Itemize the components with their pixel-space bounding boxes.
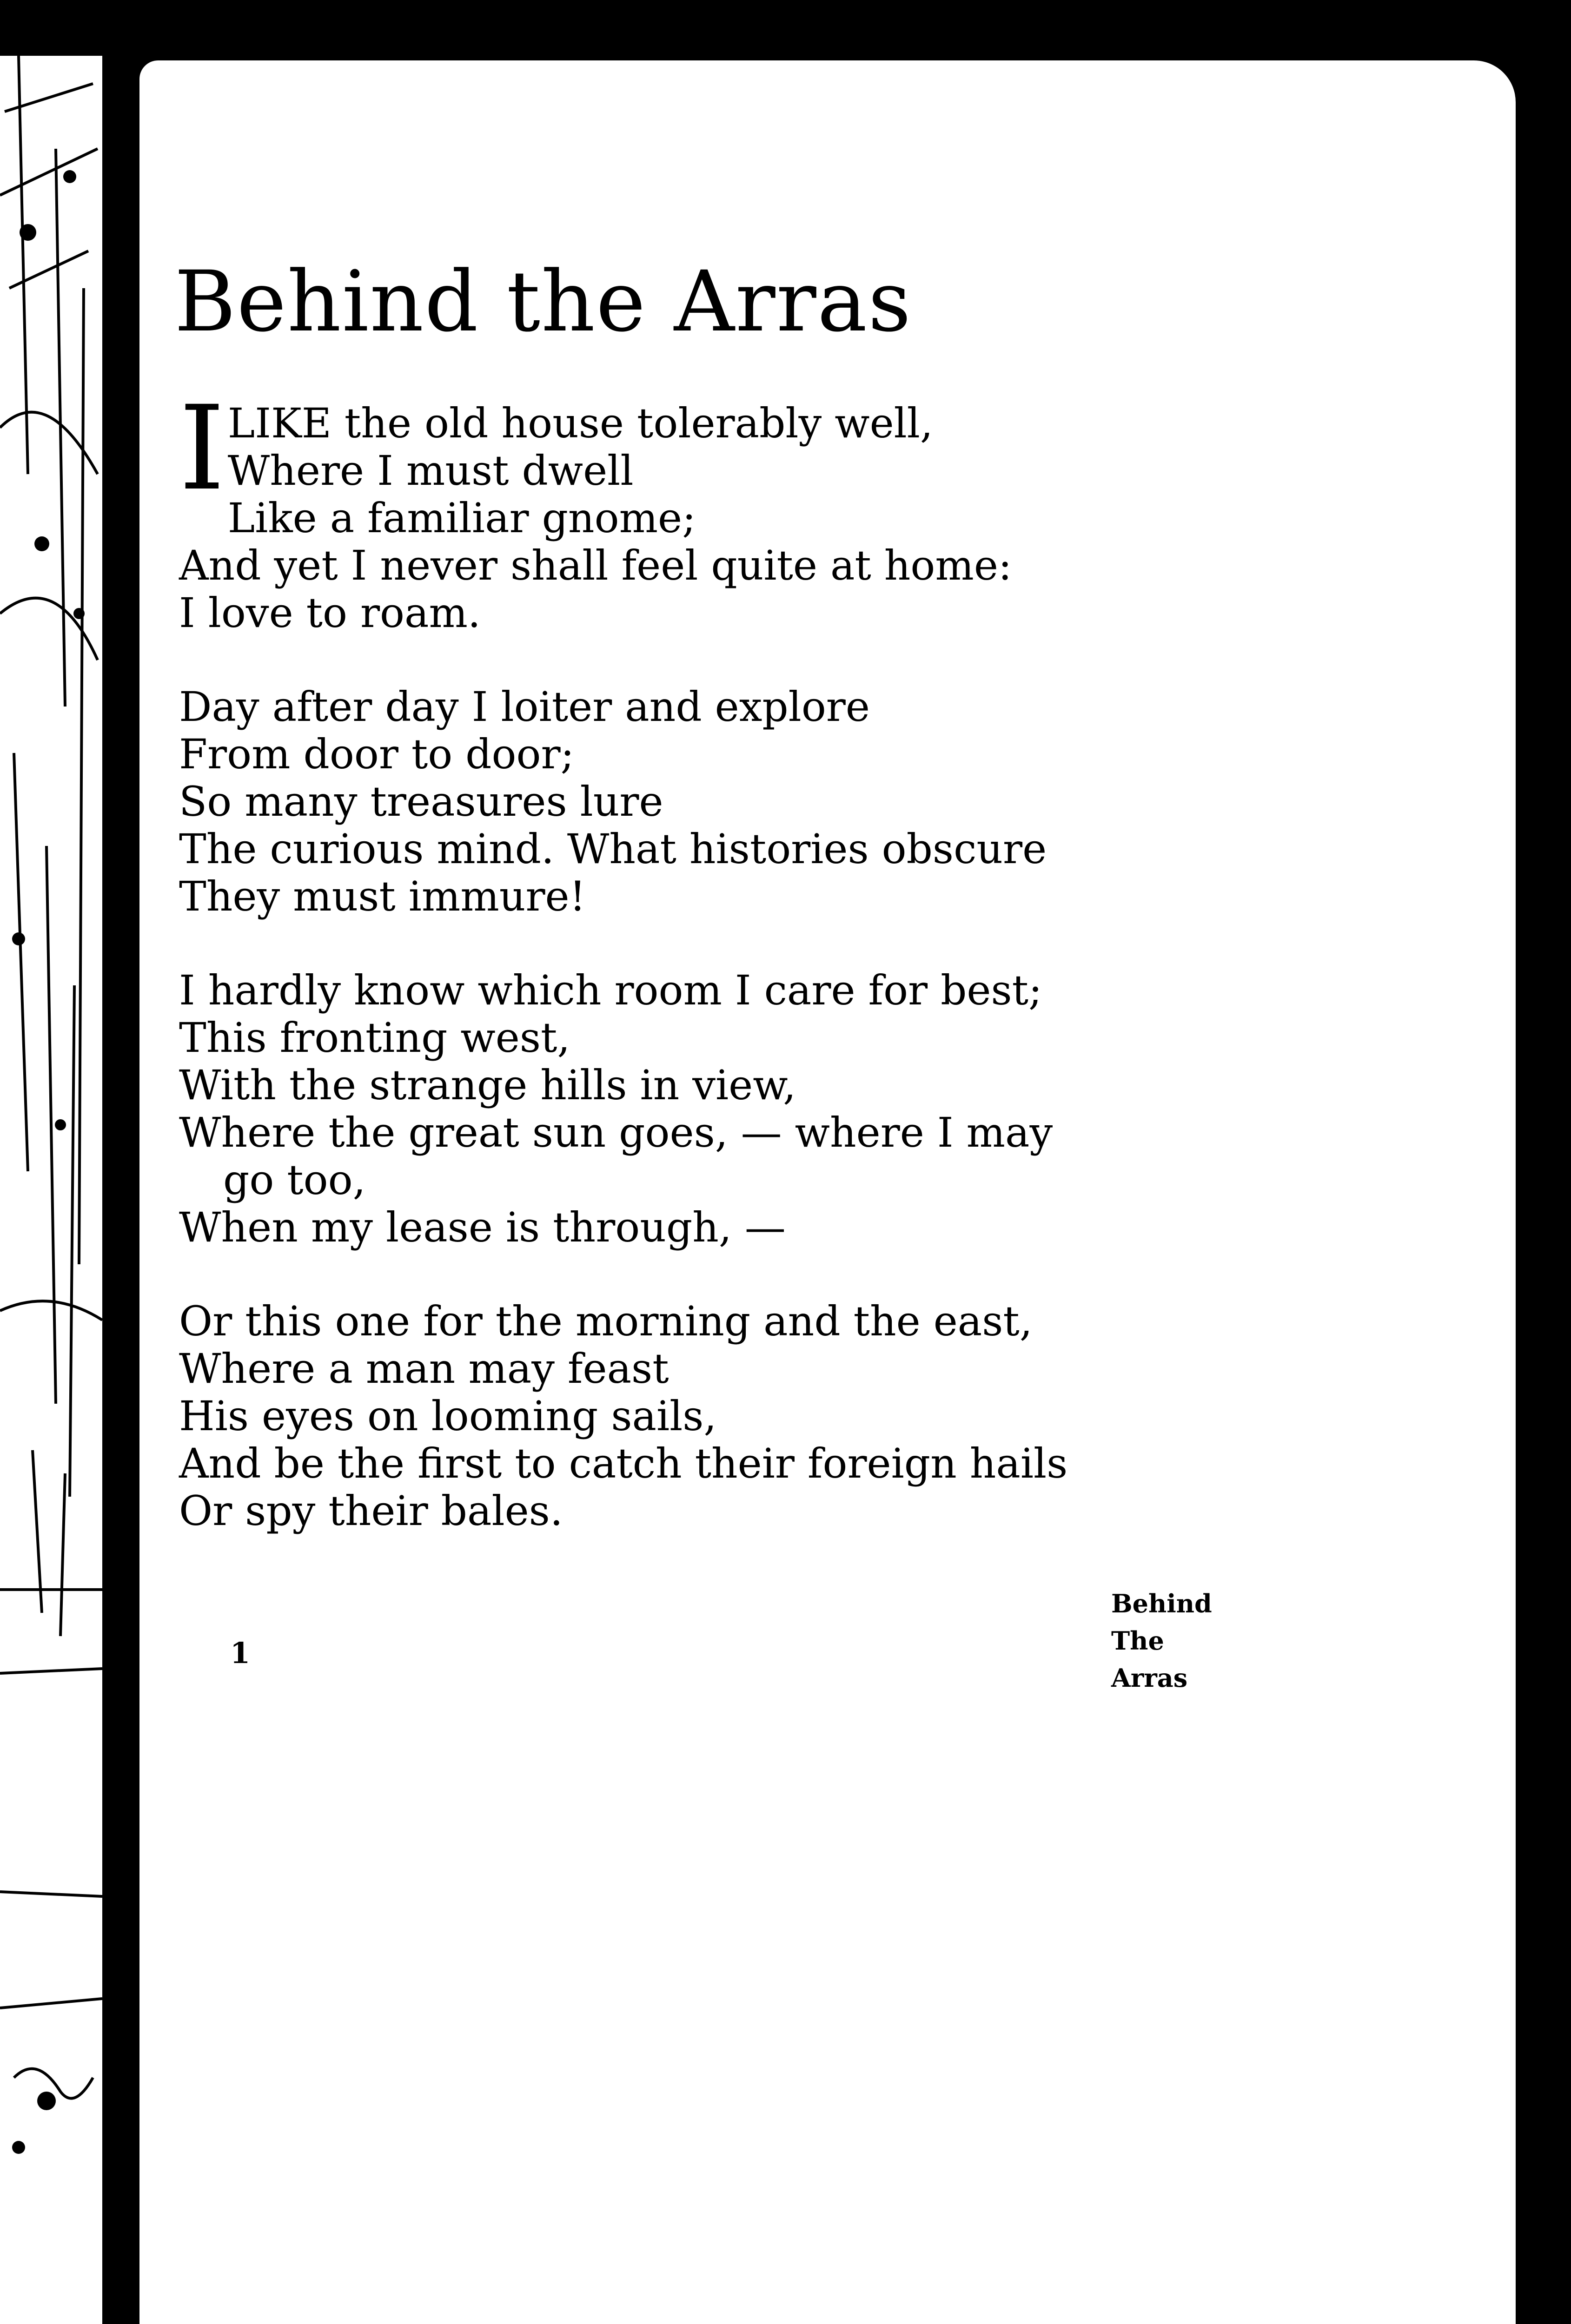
book-page <box>139 60 1516 2324</box>
stanza-1 <box>179 381 1481 637</box>
stanza-2 <box>179 683 1481 920</box>
stanza-4 <box>179 1298 1481 1535</box>
poem-line: And be the first to catch their foreign hails <box>179 1439 1068 1487</box>
stanza-3 <box>179 967 1481 1251</box>
poem-line: The curious mind. What histories obscure <box>179 825 1047 873</box>
poem-line: I hardly know which room I care for best; <box>179 966 1042 1014</box>
running-head-line: Behind <box>1111 1589 1212 1618</box>
facing-page-illustration <box>0 56 102 2324</box>
poem-line: LIKE the old house tolerably well, <box>227 399 933 447</box>
running-head-line: The <box>1111 1626 1164 1656</box>
poem-line: From door to door; <box>179 730 575 778</box>
drop-cap: I <box>179 381 225 516</box>
poem-line: And yet I never shall feel quite at home: <box>179 541 1012 589</box>
poem-line: This fronting west, <box>179 1014 570 1062</box>
running-head-line: Arras <box>1111 1663 1188 1693</box>
poem-line: With the strange hills in view, <box>179 1061 796 1109</box>
poem-body <box>179 381 1481 1581</box>
poem-line: They must immure! <box>179 872 586 920</box>
tree-illustration-icon <box>0 56 102 2324</box>
poem-line: I love to roam. <box>179 589 481 637</box>
page-number: 1 <box>230 1636 251 1670</box>
book-gutter <box>102 0 144 2324</box>
poem-line: His eyes on looming sails, <box>179 1392 717 1440</box>
poem-title: Behind the Arras <box>174 253 912 350</box>
poem-line: go too, <box>223 1156 366 1204</box>
poem-line: So many treasures lure <box>179 778 663 825</box>
poem-line: Or this one for the morning and the east, <box>179 1297 1033 1345</box>
poem-line: Day after day I loiter and explore <box>179 683 870 731</box>
poem-line: Like a familiar gnome; <box>227 494 696 542</box>
poem-line: Where a man may feast <box>179 1345 669 1393</box>
poem-line: Where I must dwell <box>227 447 634 495</box>
poem-line: When my lease is through, — <box>179 1203 786 1251</box>
poem-line: Where the great sun goes, — where I may <box>179 1109 1053 1156</box>
poem-line: Or spy their bales. <box>179 1487 563 1535</box>
running-head <box>1111 1585 1212 1697</box>
